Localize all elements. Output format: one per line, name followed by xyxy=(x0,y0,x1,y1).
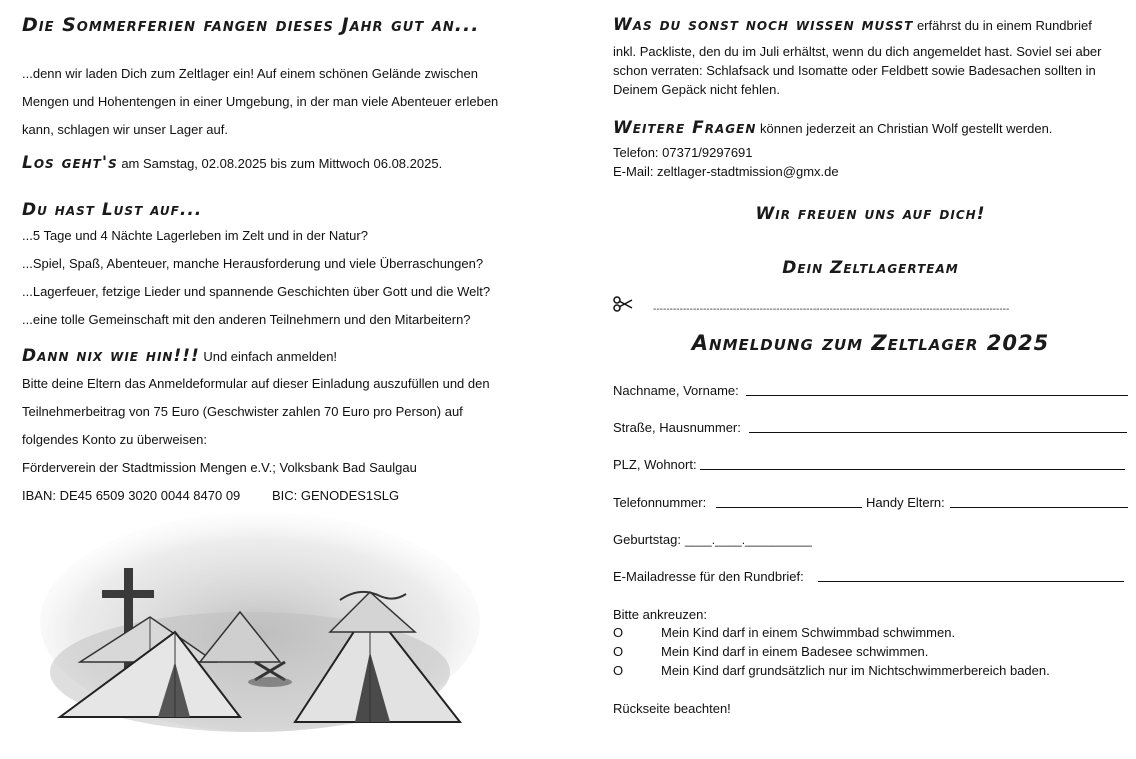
fragen-text: können jederzeit an Christian Wolf gestellt werden. xyxy=(756,121,1053,136)
ankreuzen-label: Bitte ankreuzen: xyxy=(613,607,707,622)
parent-mobile-line[interactable] xyxy=(950,507,1128,508)
iban: IBAN: DE45 6509 3020 0044 8470 09 xyxy=(22,488,241,503)
wissen-text: erfährst du in einem Rundbrief xyxy=(913,18,1092,33)
los-paragraph xyxy=(22,153,442,173)
scissors-icon xyxy=(613,296,633,315)
option-text: Mein Kind darf grundsätzlich nur im Nichtschwimmerbereich baden. xyxy=(661,663,1050,678)
intro-line-3: kann, schlagen wir unser Lager auf. xyxy=(22,122,228,137)
phone-label: Telefonnummer: xyxy=(613,495,707,510)
dann-text: Und einfach anmelden! xyxy=(199,349,338,364)
swim-option[interactable] xyxy=(613,625,955,640)
dann-paragraph xyxy=(22,346,337,366)
email-line[interactable] xyxy=(818,581,1124,582)
checkbox-circle[interactable]: O xyxy=(613,625,624,640)
phone-line[interactable] xyxy=(716,507,862,508)
freuen-heading: Wir freuen uns auf dich! xyxy=(755,204,986,224)
city-field[interactable] xyxy=(613,452,1128,474)
lust-item: ...eine tolle Gemeinschaft mit den anderen Teilnehmern und den Mitarbeitern? xyxy=(22,312,471,327)
city-label: PLZ, Wohnort: xyxy=(613,457,697,472)
los-text: am Samstag, 02.08.2025 bis zum Mittwoch 06.08.2025. xyxy=(117,156,443,171)
swim-option[interactable] xyxy=(613,644,928,659)
email-field[interactable] xyxy=(613,564,1128,586)
wissen-paragraph xyxy=(613,15,1092,35)
fragen-heading: Weitere Fragen xyxy=(613,118,757,138)
checkbox-circle[interactable]: O xyxy=(613,644,624,659)
lust-heading: Du hast Lust auf... xyxy=(22,200,203,220)
fragen-paragraph xyxy=(613,118,1052,138)
lust-item: ...Lagerfeuer, fetzige Lieder und spannende Geschichten über Gott und die Welt? xyxy=(22,284,491,299)
cut-line: ----------------------------------------------------------------------------------------------------------- xyxy=(653,304,1010,315)
dann-line: folgendes Konto zu überweisen: xyxy=(22,432,208,447)
checkbox-circle[interactable]: O xyxy=(613,663,624,678)
wissen-heading: Was du sonst noch wissen musst xyxy=(613,15,914,35)
wissen-line: inkl. Packliste, den du im Juli erhältst, wenn du dich angemeldet hast. Soviel sei aber xyxy=(613,44,1102,59)
option-text: Mein Kind darf in einem Schwimmbad schwimmen. xyxy=(661,625,956,640)
account-holder: Förderverein der Stadtmission Mengen e.V.; Volksbank Bad Saulgau xyxy=(22,460,417,475)
street-line[interactable] xyxy=(749,432,1127,433)
contact-phone: Telefon: 07371/9297691 xyxy=(613,145,753,160)
street-field[interactable] xyxy=(613,415,1128,437)
tent-camp-illustration xyxy=(40,512,480,756)
street-label: Straße, Hausnummer: xyxy=(613,420,741,435)
dann-line: Teilnehmerbeitrag von 75 Euro (Geschwister zahlen 70 Euro pro Person) auf xyxy=(22,404,463,419)
team-heading: Dein Zeltlagerteam xyxy=(782,258,959,278)
form-title: Anmeldung zum Zeltlager 2025 xyxy=(691,331,1050,355)
city-line[interactable] xyxy=(700,469,1125,470)
phone-field[interactable] xyxy=(613,490,1128,512)
contact-email: E-Mail: zeltlager-stadtmission@gmx.de xyxy=(613,164,839,179)
parent-mobile-label: Handy Eltern: xyxy=(866,495,945,510)
name-field[interactable] xyxy=(613,378,1128,400)
bic: BIC: GENODES1SLG xyxy=(272,488,400,503)
intro-line-2: Mengen und Hohentengen in einer Umgebung, in der man viele Abenteuer erleben xyxy=(22,94,499,109)
name-line[interactable] xyxy=(746,395,1128,396)
intro-line-1: ...denn wir laden Dich zum Zeltlager ein! Auf einem schönen Gelände zwischen xyxy=(22,66,478,81)
lust-item: ...Spiel, Spaß, Abenteuer, manche Herausforderung und viele Überraschungen? xyxy=(22,256,484,271)
name-label: Nachname, Vorname: xyxy=(613,383,739,398)
email-label: E-Mailadresse für den Rundbrief: xyxy=(613,569,804,584)
birthday-blank[interactable]: ____.____.__________ xyxy=(685,533,812,547)
swim-option[interactable] xyxy=(613,663,1050,678)
birthday-field[interactable] xyxy=(613,527,1128,549)
rueckseite-note: Rückseite beachten! xyxy=(613,701,731,716)
birthday-label: Geburtstag: xyxy=(613,532,681,547)
los-heading: Los geht's xyxy=(22,153,118,173)
dann-line: Bitte deine Eltern das Anmeldeformular auf dieser Einladung auszufüllen und den xyxy=(22,376,490,391)
page-title: Die Sommerferien fangen dieses Jahr gut an... xyxy=(22,14,480,36)
tent-camp-drawing xyxy=(40,512,480,756)
option-text: Mein Kind darf in einem Badesee schwimmen. xyxy=(661,644,929,659)
dann-heading: Dann nix wie hin!!! xyxy=(22,346,200,366)
wissen-line: schon verraten: Schlafsack und Isomatte oder Feldbett sowie Badesachen sollten in xyxy=(613,63,1096,78)
wissen-line: Deinem Gepäck nicht fehlen. xyxy=(613,82,780,97)
lust-item: ...5 Tage und 4 Nächte Lagerleben im Zelt und in der Natur? xyxy=(22,228,368,243)
